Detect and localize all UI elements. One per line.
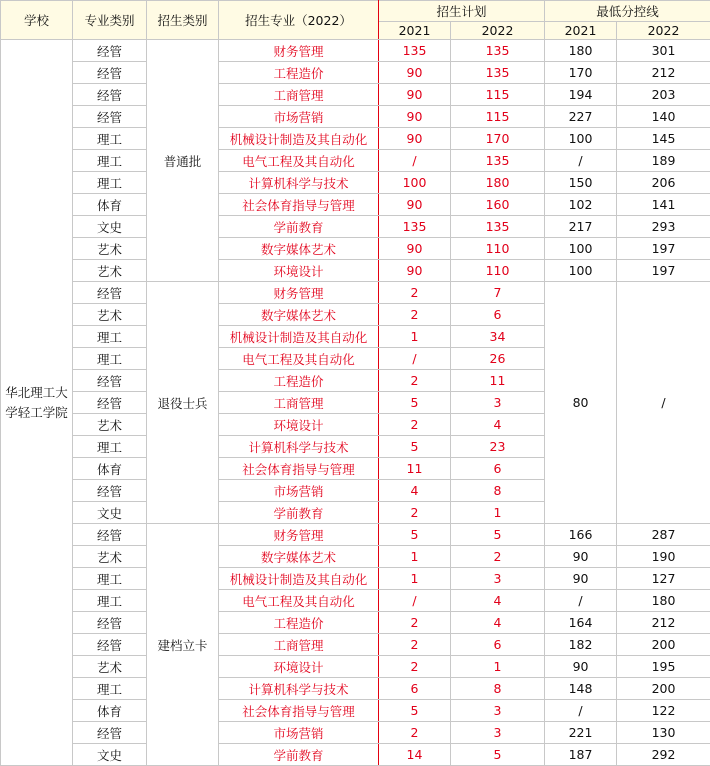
table-row [1,216,710,238]
header-plan: 招生计划 [379,1,545,22]
score-2022-cell: 127 [617,568,710,590]
plan-2022-cell: 160 [451,194,545,216]
header-score-2022: 2022 [617,22,710,40]
score-2022-cell: 190 [617,546,710,568]
category-cell: 艺术 [73,546,147,568]
category-cell: 经管 [73,722,147,744]
plan-2021-cell: 5 [379,436,451,458]
category-cell: 经管 [73,392,147,414]
score-2021-cell: 148 [545,678,617,700]
category-cell: 艺术 [73,238,147,260]
major-cell: 工程造价 [219,370,379,392]
table-row [1,568,710,590]
table-row [1,260,710,282]
plan-2022-cell: 135 [451,40,545,62]
table-row [1,40,710,62]
major-cell: 工商管理 [219,634,379,656]
table-row [1,106,710,128]
table-row [1,524,710,546]
plan-2022-cell: 34 [451,326,545,348]
major-cell: 财务管理 [219,40,379,62]
score-2022-cell: 141 [617,194,710,216]
plan-2021-cell: 90 [379,238,451,260]
category-cell: 经管 [73,40,147,62]
score-2022-cell: 189 [617,150,710,172]
score-2022-cell: 212 [617,62,710,84]
major-cell: 数字媒体艺术 [219,546,379,568]
score-2021-cell: 182 [545,634,617,656]
category-cell: 理工 [73,436,147,458]
major-cell: 市场营销 [219,106,379,128]
plan-2021-cell: 14 [379,744,451,766]
header-school: 学校 [1,1,73,40]
score-2022-cell: 195 [617,656,710,678]
major-cell: 学前教育 [219,744,379,766]
major-cell: 计算机科学与技术 [219,172,379,194]
category-cell: 理工 [73,326,147,348]
score-2022-cell: 292 [617,744,710,766]
score-2022-cell: 287 [617,524,710,546]
table-row [1,546,710,568]
category-cell: 体育 [73,700,147,722]
category-cell: 艺术 [73,260,147,282]
table-row [1,634,710,656]
header-batch: 招生类别 [147,1,219,40]
header-plan-2021: 2021 [379,22,451,40]
category-cell: 文史 [73,744,147,766]
table-row [1,62,710,84]
plan-2021-cell: 4 [379,480,451,502]
major-cell: 财务管理 [219,282,379,304]
category-cell: 经管 [73,370,147,392]
score-2022-cell: 200 [617,634,710,656]
header-major: 招生专业（2022） [219,1,379,40]
batch-cell: 退役士兵 [147,282,219,524]
table-row [1,678,710,700]
header-score-2021: 2021 [545,22,617,40]
plan-2022-cell: 3 [451,722,545,744]
plan-2022-cell: 4 [451,590,545,612]
plan-2022-cell: 3 [451,392,545,414]
score-2021-cell: 90 [545,568,617,590]
category-cell: 理工 [73,568,147,590]
score-2022-cell: 212 [617,612,710,634]
plan-2021-cell: / [379,348,451,370]
major-cell: 学前教育 [219,216,379,238]
plan-2021-cell: / [379,150,451,172]
table-body [1,40,710,766]
plan-2021-cell: 1 [379,326,451,348]
plan-2021-cell: 100 [379,172,451,194]
plan-2021-cell: 135 [379,216,451,238]
plan-2021-cell: 90 [379,194,451,216]
plan-2022-cell: 135 [451,150,545,172]
header-category: 专业类别 [73,1,147,40]
score-2022-cell: 293 [617,216,710,238]
plan-2022-cell: 6 [451,458,545,480]
score-2021-cell: 227 [545,106,617,128]
major-cell: 数字媒体艺术 [219,304,379,326]
table-row [1,282,710,304]
score-2021-cell: 90 [545,546,617,568]
score-2021-cell: 150 [545,172,617,194]
table-row [1,700,710,722]
major-cell: 环境设计 [219,260,379,282]
category-cell: 理工 [73,590,147,612]
plan-2021-cell: 90 [379,128,451,150]
score-2021-cell: / [545,700,617,722]
major-cell: 工商管理 [219,392,379,414]
major-cell: 机械设计制造及其自动化 [219,326,379,348]
major-cell: 计算机科学与技术 [219,436,379,458]
plan-2022-cell: 8 [451,480,545,502]
category-cell: 艺术 [73,414,147,436]
score-2021-cell: 180 [545,40,617,62]
score-2021-cell: 217 [545,216,617,238]
plan-2021-cell: 2 [379,722,451,744]
plan-2022-cell: 1 [451,502,545,524]
score-2022-cell: 122 [617,700,710,722]
major-cell: 财务管理 [219,524,379,546]
plan-2022-cell: 26 [451,348,545,370]
major-cell: 电气工程及其自动化 [219,590,379,612]
category-cell: 经管 [73,634,147,656]
plan-2022-cell: 135 [451,62,545,84]
table-row [1,238,710,260]
category-cell: 经管 [73,282,147,304]
plan-2022-cell: 180 [451,172,545,194]
plan-2021-cell: 1 [379,546,451,568]
score-2021-cell: 102 [545,194,617,216]
score-2022-cell: 145 [617,128,710,150]
plan-2021-cell: / [379,590,451,612]
score-2021-cell: 100 [545,128,617,150]
plan-2022-cell: 23 [451,436,545,458]
score-2022-cell: 180 [617,590,710,612]
plan-2022-cell: 115 [451,84,545,106]
category-cell: 文史 [73,502,147,524]
plan-2022-cell: 6 [451,304,545,326]
category-cell: 文史 [73,216,147,238]
major-cell: 工程造价 [219,62,379,84]
table-row [1,590,710,612]
plan-2021-cell: 2 [379,304,451,326]
major-cell: 机械设计制造及其自动化 [219,128,379,150]
plan-2022-cell: 2 [451,546,545,568]
table-row [1,656,710,678]
score-2022-cell: 197 [617,260,710,282]
major-cell: 环境设计 [219,414,379,436]
score-2022-cell: 200 [617,678,710,700]
plan-2022-cell: 170 [451,128,545,150]
table-row [1,722,710,744]
table-row [1,150,710,172]
score-2022-cell: / [617,282,710,524]
category-cell: 艺术 [73,304,147,326]
score-2021-cell: 166 [545,524,617,546]
table-row [1,612,710,634]
plan-2021-cell: 2 [379,414,451,436]
category-cell: 理工 [73,172,147,194]
score-2022-cell: 197 [617,238,710,260]
score-2022-cell: 140 [617,106,710,128]
category-cell: 理工 [73,348,147,370]
table-row [1,744,710,766]
category-cell: 体育 [73,194,147,216]
major-cell: 社会体育指导与管理 [219,458,379,480]
plan-2021-cell: 2 [379,370,451,392]
category-cell: 经管 [73,612,147,634]
major-cell: 工程造价 [219,612,379,634]
table-row [1,172,710,194]
major-cell: 电气工程及其自动化 [219,348,379,370]
score-2021-cell: 100 [545,260,617,282]
category-cell: 艺术 [73,656,147,678]
major-cell: 社会体育指导与管理 [219,700,379,722]
school-name-line: 学轻工学院 [5,405,68,420]
major-cell: 计算机科学与技术 [219,678,379,700]
plan-2021-cell: 2 [379,612,451,634]
plan-2022-cell: 5 [451,744,545,766]
category-cell: 理工 [73,678,147,700]
major-cell: 学前教育 [219,502,379,524]
plan-2022-cell: 3 [451,700,545,722]
plan-2021-cell: 6 [379,678,451,700]
plan-2022-cell: 1 [451,656,545,678]
score-2022-cell: 130 [617,722,710,744]
score-2022-cell: 301 [617,40,710,62]
plan-2022-cell: 3 [451,568,545,590]
major-cell: 数字媒体艺术 [219,238,379,260]
score-2021-cell: 80 [545,282,617,524]
school-name-cell [1,40,73,766]
plan-2021-cell: 1 [379,568,451,590]
category-cell: 经管 [73,62,147,84]
score-2021-cell: 170 [545,62,617,84]
major-cell: 市场营销 [219,480,379,502]
major-cell: 环境设计 [219,656,379,678]
plan-2022-cell: 115 [451,106,545,128]
header-plan-2022: 2022 [451,22,545,40]
plan-2021-cell: 5 [379,700,451,722]
plan-2021-cell: 2 [379,282,451,304]
score-2021-cell: 100 [545,238,617,260]
batch-cell: 普通批 [147,40,219,282]
category-cell: 经管 [73,84,147,106]
score-2021-cell: 187 [545,744,617,766]
plan-2022-cell: 5 [451,524,545,546]
category-cell: 经管 [73,106,147,128]
score-2021-cell: 221 [545,722,617,744]
major-cell: 机械设计制造及其自动化 [219,568,379,590]
plan-2022-cell: 4 [451,612,545,634]
plan-2021-cell: 90 [379,84,451,106]
plan-2021-cell: 5 [379,392,451,414]
plan-2021-cell: 2 [379,502,451,524]
category-cell: 理工 [73,128,147,150]
score-2022-cell: 206 [617,172,710,194]
category-cell: 体育 [73,458,147,480]
score-2022-cell: 203 [617,84,710,106]
header-min-score: 最低分控线 [545,1,710,22]
plan-2022-cell: 11 [451,370,545,392]
plan-2021-cell: 90 [379,106,451,128]
major-cell: 工商管理 [219,84,379,106]
plan-2021-cell: 135 [379,40,451,62]
category-cell: 经管 [73,524,147,546]
plan-2021-cell: 90 [379,62,451,84]
plan-2022-cell: 8 [451,678,545,700]
score-2021-cell: 164 [545,612,617,634]
batch-cell: 建档立卡 [147,524,219,766]
table-header [1,1,710,40]
major-cell: 电气工程及其自动化 [219,150,379,172]
score-2021-cell: / [545,150,617,172]
plan-2021-cell: 2 [379,656,451,678]
plan-2022-cell: 135 [451,216,545,238]
plan-2022-cell: 110 [451,260,545,282]
category-cell: 理工 [73,150,147,172]
score-2021-cell: / [545,590,617,612]
plan-2022-cell: 7 [451,282,545,304]
score-2021-cell: 194 [545,84,617,106]
plan-2021-cell: 5 [379,524,451,546]
table-row [1,84,710,106]
category-cell: 经管 [73,480,147,502]
plan-2022-cell: 110 [451,238,545,260]
plan-2021-cell: 11 [379,458,451,480]
major-cell: 市场营销 [219,722,379,744]
plan-2022-cell: 4 [451,414,545,436]
plan-2021-cell: 90 [379,260,451,282]
table-row [1,194,710,216]
plan-2021-cell: 2 [379,634,451,656]
score-2021-cell: 90 [545,656,617,678]
major-cell: 社会体育指导与管理 [219,194,379,216]
plan-2022-cell: 6 [451,634,545,656]
school-name-line: 华北理工大 [5,385,68,400]
table-row [1,128,710,150]
